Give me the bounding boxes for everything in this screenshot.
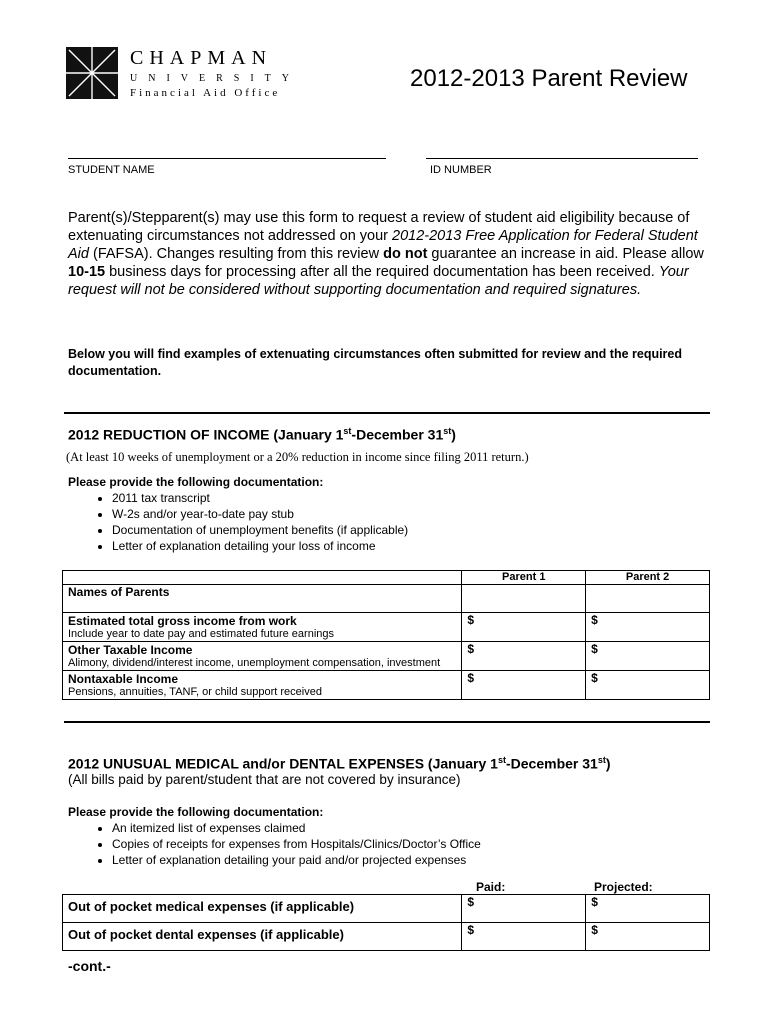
- list-item: • Letter of explanation detailing your loss of income: [112, 538, 408, 554]
- paid-header: Paid:: [476, 880, 506, 894]
- table-row: [63, 585, 710, 613]
- intro-text-3: guarantee an increase in aid. Please allow: [427, 246, 704, 262]
- id-number-field[interactable]: [426, 158, 698, 159]
- intro-text-4: business days for processing after all the required documentation has been received.: [105, 264, 659, 280]
- income-docs-list: [68, 490, 408, 554]
- document-title: 2012-2013 Parent Review: [410, 65, 688, 92]
- table-row: [63, 642, 710, 671]
- table-row: [63, 671, 710, 700]
- row-label: Nontaxable Income: [68, 672, 179, 686]
- projected-header: Projected:: [594, 880, 653, 894]
- parent1-header: Parent 1: [462, 571, 586, 585]
- row-label: Out of pocket medical expenses (if applicable): [68, 899, 355, 914]
- income-section-title: 2012 REDUCTION OF INCOME (January 1st-December 31st): [68, 426, 456, 443]
- brand-office: Financial Aid Office: [130, 87, 281, 99]
- continued-marker: -cont.-: [68, 958, 111, 974]
- medical-projected-cell[interactable]: $: [586, 895, 710, 923]
- list-item: • An itemized list of expenses claimed: [112, 820, 481, 836]
- medical-docs-heading: Please provide the following documentation:: [68, 805, 324, 819]
- row-label: Out of pocket dental expenses (if applicable): [68, 927, 344, 942]
- table-row: [63, 895, 710, 923]
- row-sub: Pensions, annuities, TANF, or child support received: [68, 686, 322, 698]
- brand-name: CHAPMAN: [130, 47, 273, 69]
- parent1-nontaxable-cell[interactable]: $: [462, 671, 586, 700]
- income-section-note: (At least 10 weeks of unemployment or a 20% reduction in income since filing 2011 return.): [66, 450, 529, 464]
- intro-paragraph: [68, 209, 708, 299]
- intro-warning: Your request will not be considered without supporting documentation and required signatures.: [68, 264, 689, 298]
- parent2-income-cell[interactable]: $: [586, 613, 710, 642]
- income-docs-heading: Please provide the following documentation:: [68, 475, 324, 489]
- table-row: [63, 613, 710, 642]
- intro-days: 10-15: [68, 264, 106, 280]
- intro-fafsa-title: 2012-2013 Free Application for Federal Student Aid: [68, 228, 698, 262]
- dental-projected-cell[interactable]: $: [586, 923, 710, 951]
- examples-lead: Below you will find examples of extenuating circumstances often submitted for review and the required documentation.: [68, 347, 683, 378]
- brand-block: [130, 47, 300, 100]
- row-sub: Include year to date pay and estimated future earnings: [68, 628, 335, 640]
- row-label: Names of Parents: [68, 585, 170, 599]
- list-item: • W-2s and/or year-to-date pay stub: [112, 506, 408, 522]
- income-table: [62, 570, 710, 700]
- intro-emphasis-do-not: do not: [383, 246, 428, 262]
- table-header-row: [63, 571, 710, 585]
- parent1-income-cell[interactable]: $: [462, 613, 586, 642]
- student-name-field[interactable]: [68, 158, 386, 159]
- medical-paid-cell[interactable]: $: [462, 895, 586, 923]
- id-number-label: ID NUMBER: [430, 164, 492, 176]
- list-item: • Documentation of unemployment benefits (if applicable): [112, 522, 408, 538]
- chapman-logo-icon: [66, 47, 118, 99]
- parent2-taxable-cell[interactable]: $: [586, 642, 710, 671]
- list-item: • Letter of explanation detailing your paid and/or projected expenses: [112, 852, 481, 868]
- row-label: Estimated total gross income from work: [68, 614, 297, 628]
- medical-table: [62, 894, 710, 951]
- medical-section-title: 2012 UNUSUAL MEDICAL and/or DENTAL EXPENSES (January 1st-December 31st): [68, 755, 611, 772]
- parent2-nontaxable-cell[interactable]: $: [586, 671, 710, 700]
- list-item: • 2011 tax transcript: [112, 490, 408, 506]
- medical-docs-list: [68, 820, 481, 868]
- table-row: [63, 923, 710, 951]
- list-item: • Copies of receipts for expenses from Hospitals/Clinics/Doctor’s Office: [112, 836, 481, 852]
- brand-university: UNIVERSITY: [130, 73, 300, 84]
- dental-paid-cell[interactable]: $: [462, 923, 586, 951]
- intro-text-1: Parent(s)/Stepparent(s) may use this form to request a review of student aid eligibility because of extenuating circumstances not addressed on your: [68, 210, 690, 244]
- section-divider: [64, 721, 710, 723]
- student-name-label: STUDENT NAME: [68, 164, 155, 176]
- parent1-taxable-cell[interactable]: $: [462, 642, 586, 671]
- row-sub: Alimony, dividend/interest income, unemployment compensation, investment: [68, 657, 441, 669]
- section-divider: [64, 412, 710, 414]
- parent1-names-cell[interactable]: [462, 585, 586, 613]
- parent2-header: Parent 2: [586, 571, 710, 585]
- parent2-names-cell[interactable]: [586, 585, 710, 613]
- medical-section-note: (All bills paid by parent/student that are not covered by insurance): [68, 772, 461, 787]
- intro-text-2: (FAFSA). Changes resulting from this review: [88, 246, 384, 262]
- row-label: Other Taxable Income: [68, 643, 193, 657]
